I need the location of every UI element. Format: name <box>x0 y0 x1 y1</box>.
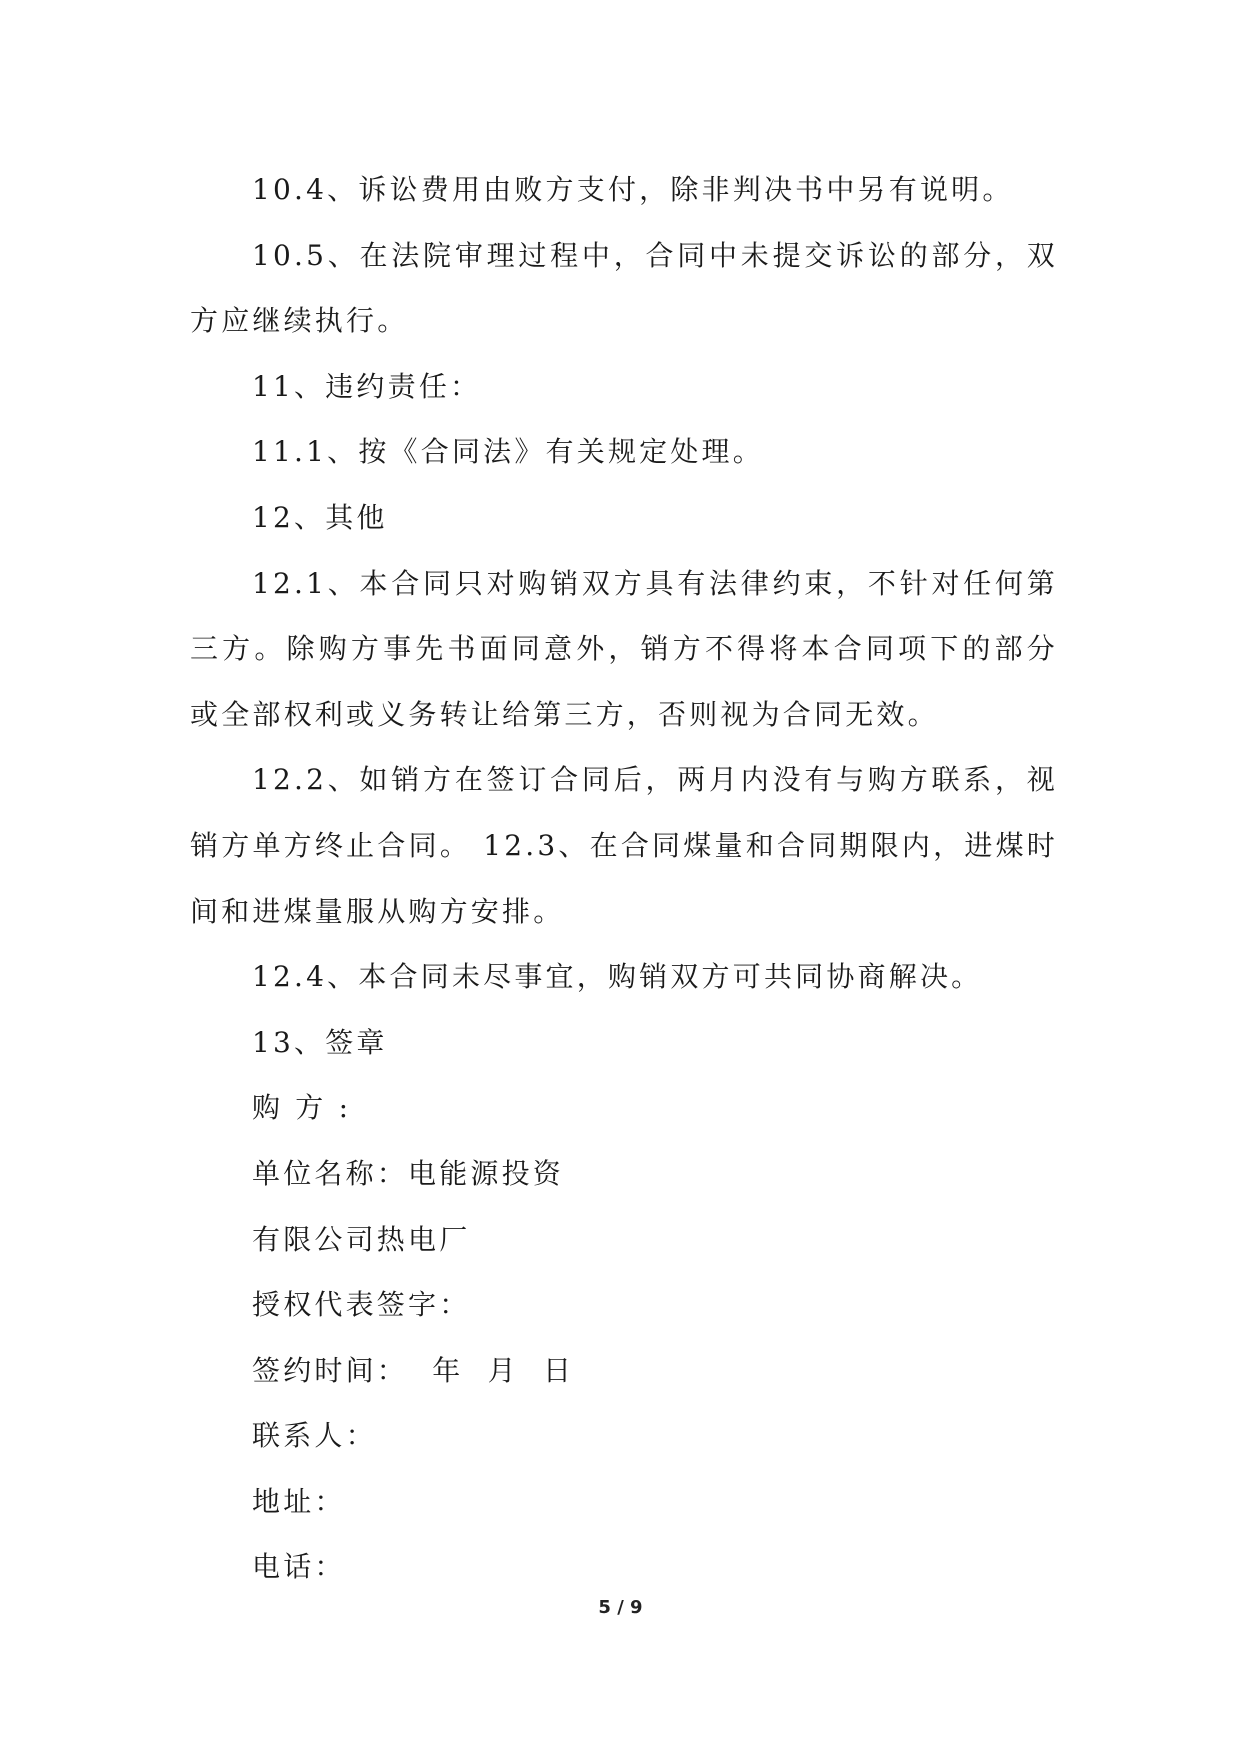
clause-12-heading: 12、其他 <box>252 500 388 534</box>
clause-12-4: 12.4、本合同未尽事宜，购销双方可共同协商解决。 <box>252 960 983 994</box>
clause-11-heading: 11、违约责任： <box>252 369 482 403</box>
phone-line: 电话： <box>252 1550 346 1584</box>
clause-12-1: 12.1、本合同只对购销双方具有法律约束，不针对任何第三方。除购方事先书面同意外，销方不得将本合同项下的部分或全部权利或义务转让给第三方，否则视为合同无效。 <box>190 566 1058 731</box>
clause-10-5: 10.5、在法院审理过程中，合同中未提交诉讼的部分，双方应继续执行。 <box>190 238 1058 338</box>
buyer-label: 购 方 : <box>252 1091 352 1125</box>
clause-10-4: 10.4、诉讼费用由败方支付，除非判决书中另有说明。 <box>252 173 1014 206</box>
unit-name-line: 单位名称：电能源投资 <box>252 1156 565 1190</box>
page-number: 5 / 9 <box>598 1597 643 1618</box>
clause-13-heading: 13、签章 <box>252 1025 388 1059</box>
unit-name-continued: 有限公司热电厂 <box>252 1222 471 1256</box>
address-line: 地址： <box>252 1484 346 1518</box>
contact-line: 联系人： <box>252 1419 377 1453</box>
clause-12-2-12-3: 12.2、如销方在签订合同后，两月内没有与购方联系，视销方单方终止合同。 12.3、在合同煤量和合同期限内，进煤时间和进煤量服从购方安排。 <box>190 763 1058 928</box>
document-body <box>190 157 1058 1600</box>
clause-11-1: 11.1、按《合同法》有关规定处理。 <box>252 435 764 469</box>
authorized-signature-line: 授权代表签字： <box>252 1288 471 1322</box>
signature-block <box>190 1075 1058 1600</box>
sign-date-line: 签约时间： 年 月 日 <box>252 1353 575 1387</box>
